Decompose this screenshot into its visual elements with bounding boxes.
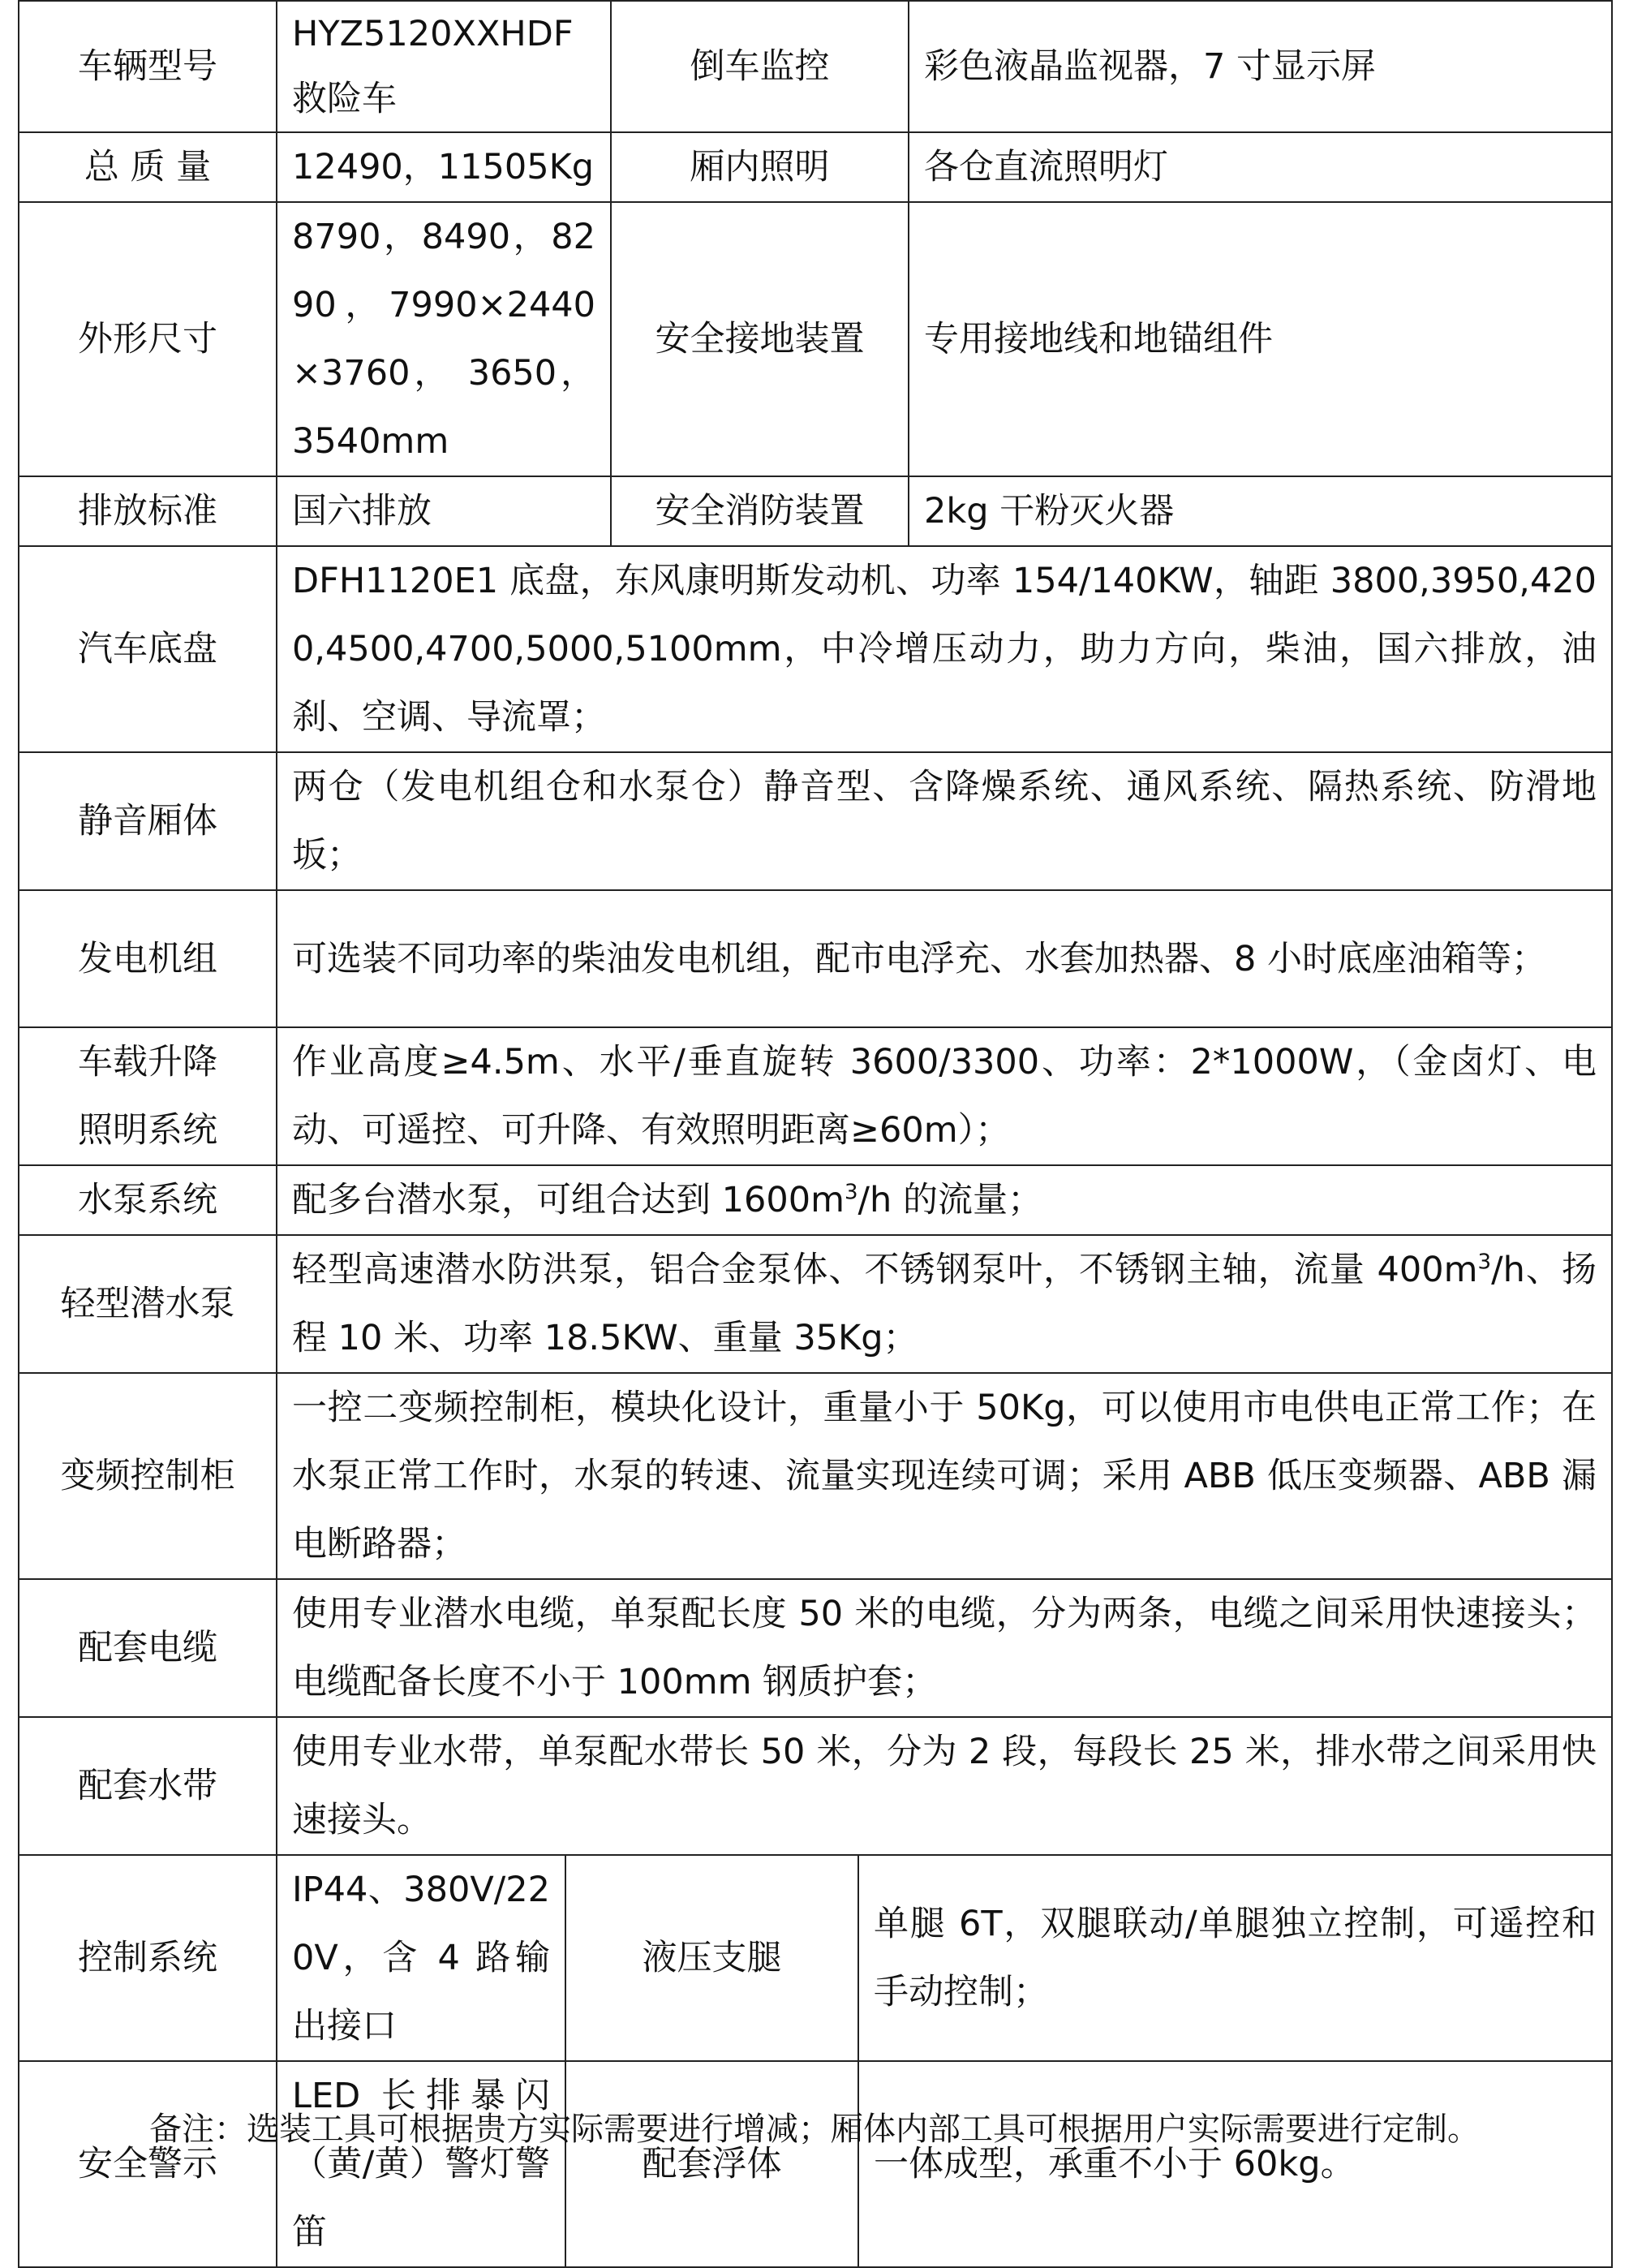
value-vehicle-model: HYZ5120XXHDF 救险车 <box>277 1 611 132</box>
value-hydraulic-legs: 单腿 6T，双腿联动/单腿独立控制，可遥控和手动控制； <box>858 1855 1612 2061</box>
label-fire-safety: 安全消防装置 <box>611 476 909 546</box>
label-vehicle-model: 车辆型号 <box>19 1 277 132</box>
value-float: 一体成型，承重不小于 60kg。 <box>858 2061 1612 2267</box>
value-vfd-cabinet: 一控二变频控制柜，模块化设计，重量小于 50Kg，可以使用市电供电正常工作；在水泵正常工作时，水泵的转速、流量实现连续可调；采用 ABB 低压变频器、ABB 漏电断路器； <box>277 1373 1612 1579</box>
value-submersible-pump-text: 轻型高速潜水防洪泵，铝合金泵体、不锈钢泵叶，不锈钢主轴，流量 400m <box>292 1250 1478 1290</box>
label-pump-system: 水泵系统 <box>19 1165 277 1235</box>
label-lifting-light <box>19 1027 277 1165</box>
value-generator: 可选装不同功率的柴油发电机组，配市电浮充、水套加热器、8 小时底座油箱等； <box>277 890 1612 1027</box>
label-lifting-light-line1: 车载升降 <box>78 1042 217 1082</box>
table-row <box>19 752 1612 890</box>
value-grounding: 专用接地线和地锚组件 <box>909 202 1612 476</box>
value-cables: 使用专业潜水电缆，单泵配长度 50 米的电缆，分为两条，电缆之间采用快速接头；电缆配备长度不小于 100mm 钢质护套； <box>277 1579 1612 1717</box>
value-emission: 国六排放 <box>277 476 611 546</box>
table-row <box>19 1027 1612 1165</box>
value-reverse-monitor: 彩色液晶监视器，7 寸显示屏 <box>909 1 1612 132</box>
label-emission: 排放标准 <box>19 476 277 546</box>
value-dimensions: 8790，8490，8290，7990×2440×3760， 3650，3540mm <box>277 202 611 476</box>
table-row <box>19 132 1612 202</box>
label-cabin-lighting: 厢内照明 <box>611 132 909 202</box>
label-dimensions: 外形尺寸 <box>19 202 277 476</box>
label-vfd-cabinet: 变频控制柜 <box>19 1373 277 1579</box>
value-pump-system <box>277 1165 1612 1235</box>
table-row <box>19 890 1612 1027</box>
spec-sheet <box>18 0 1611 2268</box>
label-reverse-monitor: 倒车监控 <box>611 1 909 132</box>
value-silent-body: 两仓（发电机组仓和水泵仓）静音型、含降燥系统、通风系统、隔热系统、防滑地坂； <box>277 752 1612 890</box>
table-row <box>19 1165 1612 1235</box>
value-submersible-pump <box>277 1235 1612 1373</box>
value-submersible-pump-text-2: /h、扬程 10 米、功率 18.5KW、重量 35Kg； <box>292 1250 1597 1358</box>
table-row <box>19 1855 1612 2061</box>
value-fire-safety: 2kg 干粉灭火器 <box>909 476 1612 546</box>
footer-note: 备注：选装工具可根据贵方实际需要进行增减；厢体内部工具可根据用户实际需要进行定制。 <box>149 2111 1480 2148</box>
table-row <box>19 2061 1612 2267</box>
value-chassis: DFH1120E1 底盘，东风康明斯发动机、功率 154/140KW，轴距 3800,3950,4200,4500,4700,5000,5100mm，中冷增压动力，助力方向，柴油，国六排放，油刹、空调、导流罩； <box>277 546 1612 752</box>
value-pump-system-text: 配多台潜水泵，可组合达到 1600m <box>292 1180 845 1220</box>
table-row <box>19 1 1612 132</box>
label-float: 配套浮体 <box>565 2061 858 2267</box>
label-silent-body: 静音厢体 <box>19 752 277 890</box>
value-total-mass: 12490，11505Kg <box>277 132 611 202</box>
label-control-system: 控制系统 <box>19 1855 277 2061</box>
table-row <box>19 1717 1612 1855</box>
label-hydraulic-legs: 液压支腿 <box>565 1855 858 2061</box>
value-submersible-pump-sup: 3 <box>1477 1250 1492 1275</box>
label-generator: 发电机组 <box>19 890 277 1027</box>
label-warning: 安全警示 <box>19 2061 277 2267</box>
value-hoses: 使用专业水带，单泵配水带长 50 米，分为 2 段，每段长 25 米，排水带之间采用快速接头。 <box>277 1717 1612 1855</box>
table-row <box>19 476 1612 546</box>
label-grounding: 安全接地装置 <box>611 202 909 476</box>
label-submersible-pump: 轻型潜水泵 <box>19 1235 277 1373</box>
label-lifting-light-line2: 照明系统 <box>78 1110 217 1151</box>
label-hoses: 配套水带 <box>19 1717 277 1855</box>
label-chassis: 汽车底盘 <box>19 546 277 752</box>
value-pump-system-text-2: /h 的流量； <box>857 1180 1042 1220</box>
table-row <box>19 1373 1612 1579</box>
value-control-system: IP44、380V/220V，含 4 路输出接口 <box>277 1855 565 2061</box>
table-row <box>19 546 1612 752</box>
table-row <box>19 1579 1612 1717</box>
spec-table <box>18 0 1613 2268</box>
label-cables: 配套电缆 <box>19 1579 277 1717</box>
value-cabin-lighting: 各仓直流照明灯 <box>909 132 1612 202</box>
label-total-mass: 总 质 量 <box>19 132 277 202</box>
table-row <box>19 1235 1612 1373</box>
value-lifting-light: 作业高度≥4.5m、水平/垂直旋转 3600/3300、功率：2*1000W，（金卤灯、电动、可遥控、可升降、有效照明距离≥60m）； <box>277 1027 1612 1165</box>
table-row <box>19 202 1612 476</box>
value-warning: LED 长排暴闪（黄/黄）警灯警笛 <box>277 2061 565 2267</box>
value-pump-system-sup: 3 <box>845 1180 858 1205</box>
